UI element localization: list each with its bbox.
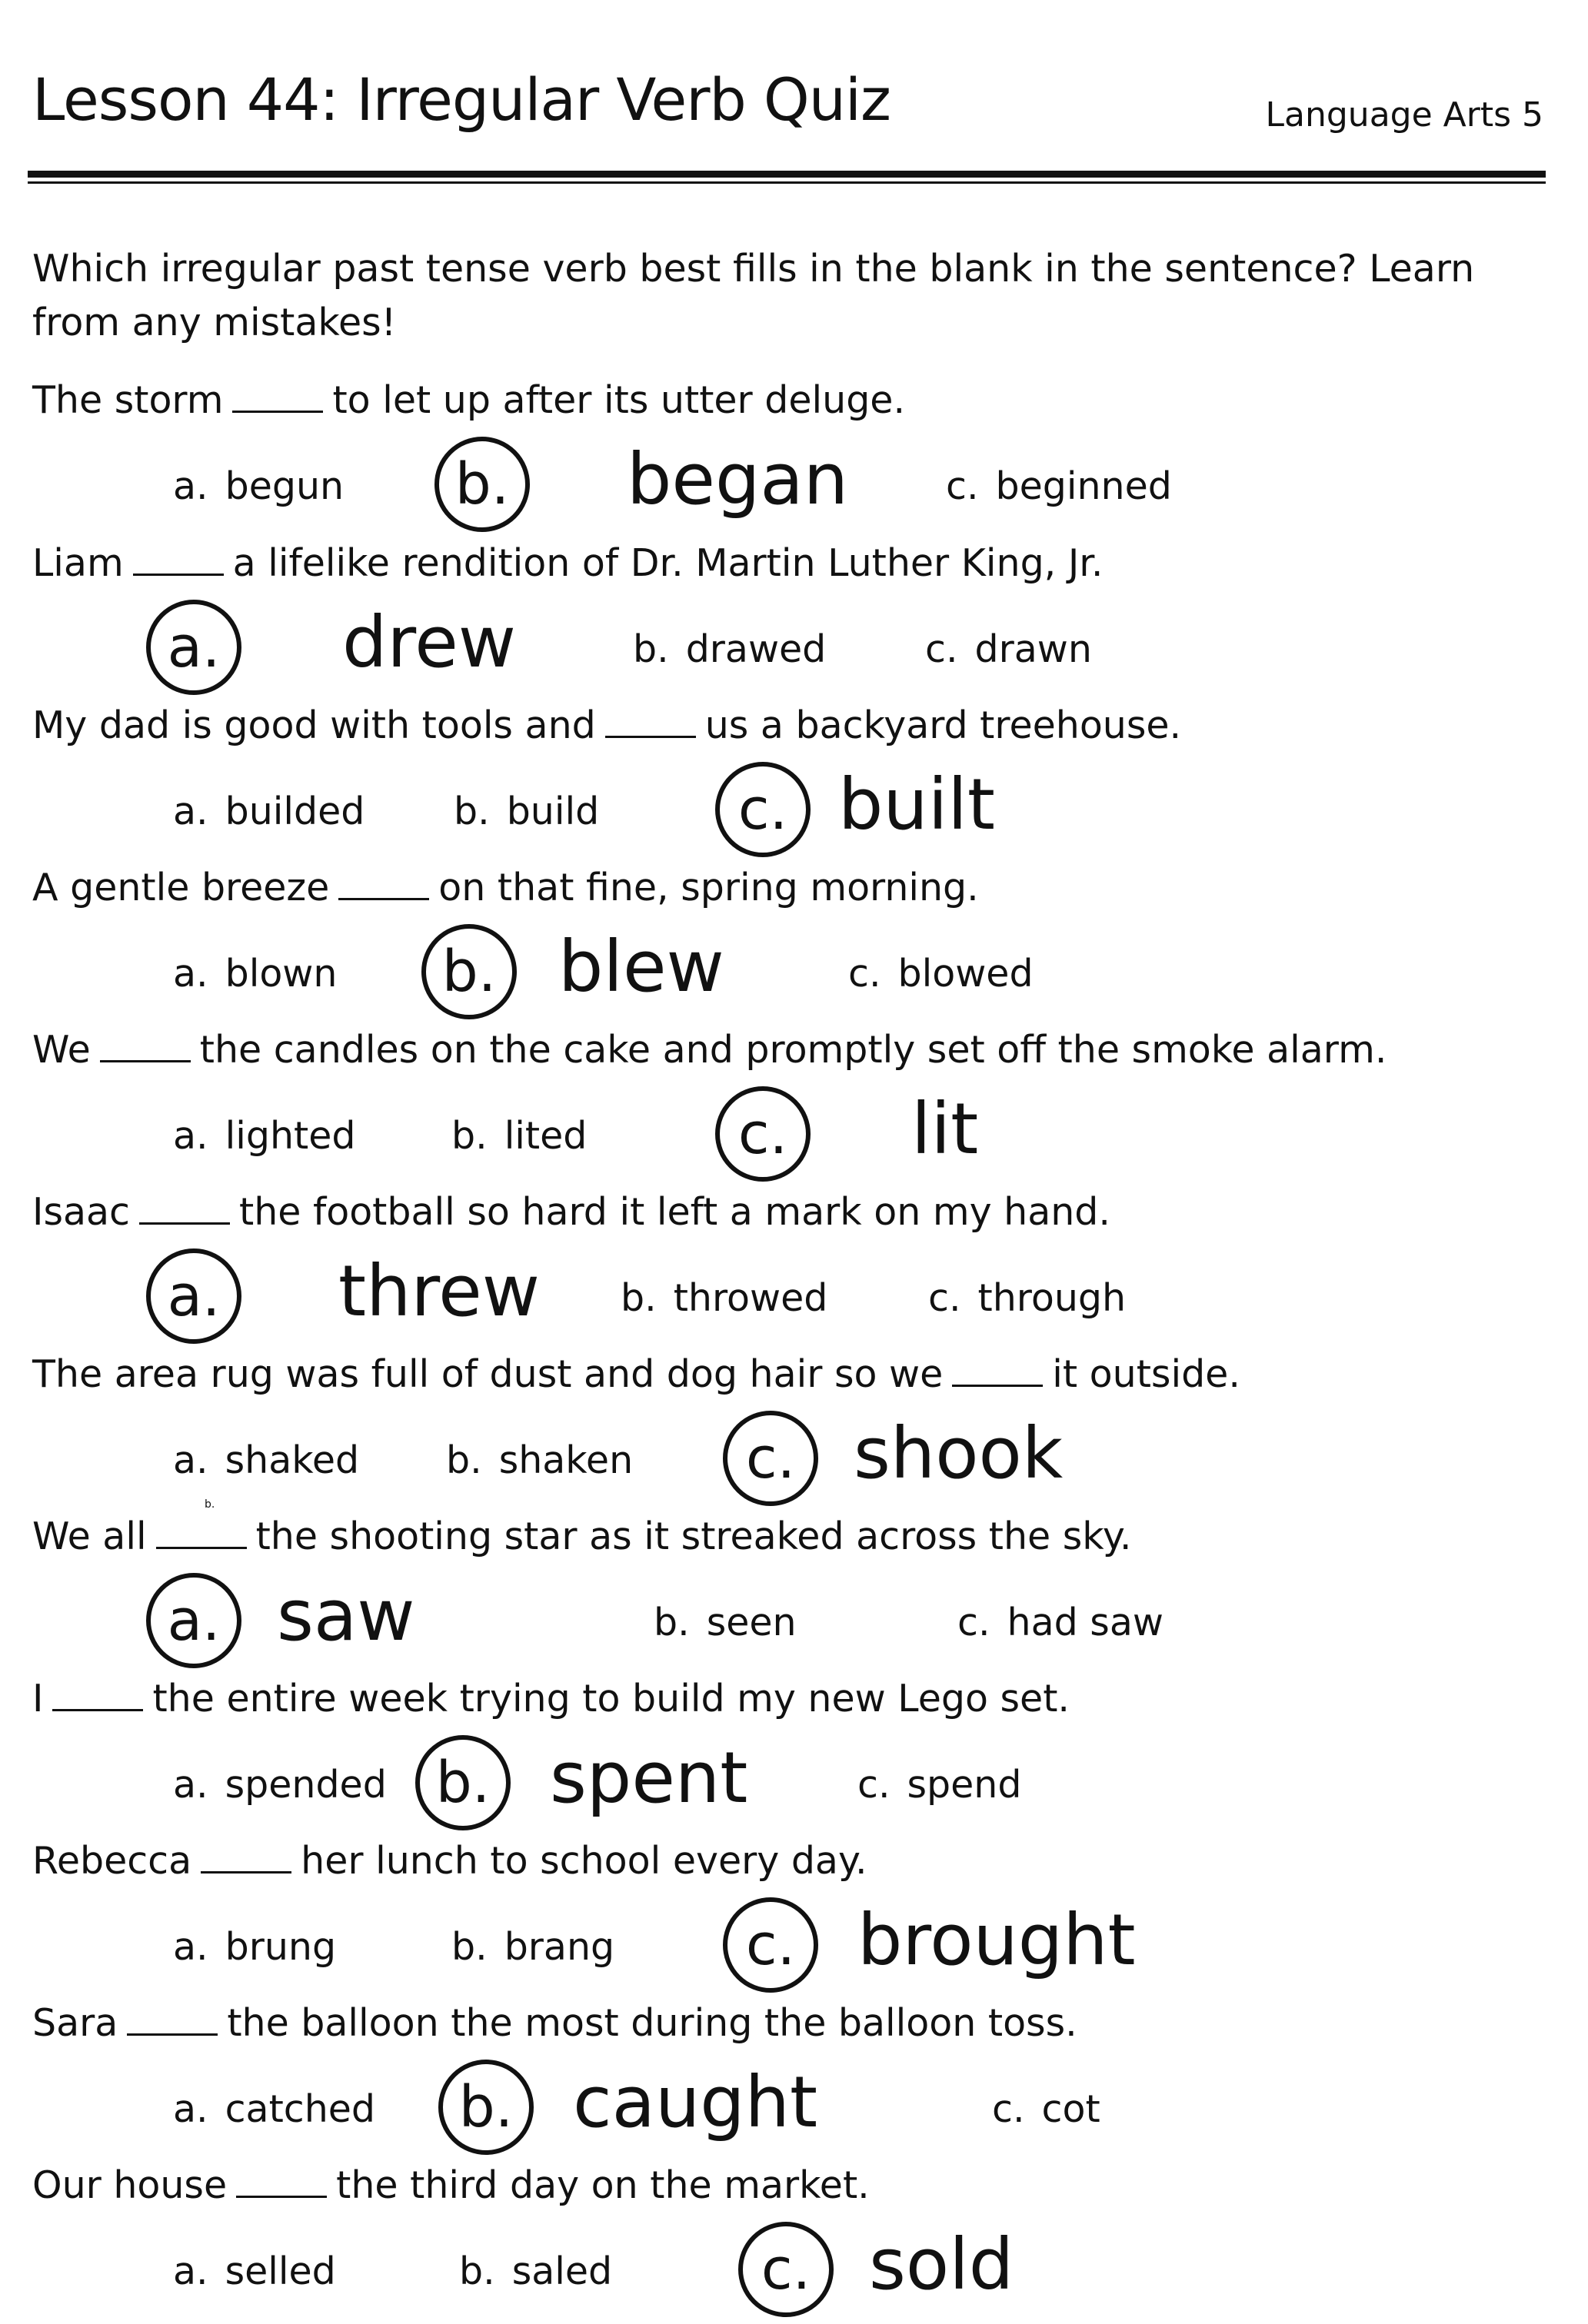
- sentence-after: the candles on the cake and promptly set off the smoke alarm.: [199, 1028, 1387, 1072]
- sentence-before: We all: [32, 1514, 147, 1558]
- option-letter: c.: [992, 2087, 1025, 2131]
- option-letter: a.: [173, 952, 208, 996]
- option-letter: c.: [957, 1601, 990, 1644]
- option-word: cot: [1041, 2087, 1100, 2131]
- option-letter: b.: [459, 2249, 495, 2293]
- question-sentence: [32, 377, 905, 424]
- question-sentence: [32, 1675, 1070, 1723]
- answer-option[interactable]: [928, 1275, 1126, 1322]
- answer-option[interactable]: [173, 2248, 336, 2296]
- sentence-before: The storm: [32, 378, 224, 422]
- answer-circle: b.: [421, 924, 517, 1019]
- answer-blank: [236, 2162, 327, 2198]
- question-9: [32, 1675, 1547, 1837]
- option-word: spended: [225, 1763, 387, 1807]
- answer-option[interactable]: [957, 1599, 1164, 1647]
- answer-circle: a.: [146, 600, 241, 695]
- option-word: brang: [504, 1925, 615, 1969]
- sentence-before: My dad is good with tools and: [32, 703, 596, 747]
- question-sentence: [32, 2162, 870, 2209]
- option-letter: a.: [173, 1438, 208, 1482]
- answer-word: lit: [911, 1088, 979, 1170]
- option-word: build: [506, 790, 600, 833]
- answer-circle: b.: [434, 437, 530, 532]
- option-word: selled: [225, 2249, 336, 2293]
- page-title: Lesson 44: Irregular Verb Quiz: [32, 65, 891, 134]
- option-letter: b.: [654, 1601, 690, 1644]
- sentence-before: Liam: [32, 541, 124, 585]
- question-sentence: [32, 1837, 867, 1885]
- option-word: lighted: [225, 1114, 356, 1158]
- answer-circle: c.: [723, 1897, 818, 1993]
- option-letter: c.: [928, 1276, 961, 1320]
- answer-circle: c.: [715, 1086, 811, 1182]
- sentence-after: a lifelike rendition of Dr. Martin Luther King, Jr.: [232, 541, 1104, 585]
- question-sentence: [32, 2000, 1077, 2047]
- sentence-after: the football so hard it left a mark on my hand.: [238, 1190, 1110, 1234]
- option-letter: a.: [173, 1763, 208, 1807]
- answer-word: built: [838, 763, 995, 846]
- answer-circle: a.: [146, 1573, 241, 1668]
- header-divider-thin: [28, 181, 1546, 184]
- option-word: brung: [225, 1925, 337, 1969]
- question-sentence: [32, 1189, 1110, 1236]
- answer-circle: b.: [438, 2060, 534, 2155]
- answer-circle: c.: [715, 762, 811, 857]
- sentence-after: us a backyard treehouse.: [704, 703, 1182, 747]
- answer-option[interactable]: [173, 2086, 375, 2133]
- question-8: [32, 1513, 1547, 1675]
- sentence-before: Isaac: [32, 1190, 130, 1234]
- question-3: [32, 702, 1547, 864]
- answer-option[interactable]: [848, 950, 1034, 998]
- sentence-before: We: [32, 1028, 91, 1072]
- answer-word: drew: [342, 601, 517, 683]
- option-letter: a.: [173, 1925, 208, 1969]
- answer-option[interactable]: [173, 1923, 336, 1971]
- answer-option[interactable]: [173, 1761, 387, 1809]
- option-word: blowed: [897, 952, 1034, 996]
- question-sentence: [32, 1026, 1387, 1074]
- option-letter: a.: [173, 2087, 208, 2131]
- sentence-before: Sara: [32, 2001, 118, 2045]
- sentence-before: A gentle breeze: [32, 866, 330, 909]
- option-letter: c.: [848, 952, 881, 996]
- answer-option[interactable]: [451, 1112, 587, 1160]
- option-letter: a.: [173, 464, 208, 508]
- answer-word: threw: [338, 1250, 541, 1332]
- answer-option[interactable]: [451, 1923, 614, 1971]
- option-word: through: [977, 1276, 1127, 1320]
- answer-option[interactable]: [446, 1437, 633, 1485]
- answer-option[interactable]: [459, 2248, 612, 2296]
- option-letter: c.: [946, 464, 979, 508]
- answer-blank: [156, 1513, 247, 1549]
- answer-blank: [100, 1026, 191, 1062]
- sentence-after: it outside.: [1052, 1352, 1240, 1396]
- option-letter: a.: [173, 2249, 208, 2293]
- option-letter: c.: [857, 1763, 891, 1807]
- answer-option[interactable]: [992, 2086, 1100, 2133]
- question-6: [32, 1189, 1547, 1351]
- option-letter: c.: [925, 627, 958, 671]
- question-2: [32, 540, 1547, 702]
- option-word: begun: [225, 464, 345, 508]
- answer-blank: [201, 1837, 291, 1873]
- answer-option[interactable]: [654, 1599, 797, 1647]
- option-word: saled: [511, 2249, 613, 2293]
- option-word: shaked: [225, 1438, 360, 1482]
- option-word: seen: [706, 1601, 797, 1644]
- question-sentence: [32, 864, 979, 912]
- question-sentence: [32, 1351, 1240, 1398]
- option-word: spend: [907, 1763, 1022, 1807]
- answer-blank: [338, 864, 429, 900]
- option-word: blown: [225, 952, 338, 996]
- answer-blank: [133, 540, 224, 576]
- answer-circle: a.: [146, 1248, 241, 1344]
- answer-word: began: [627, 438, 849, 520]
- instructions: Which irregular past tense verb best fills in the blank in the sentence? Learn from any mistakes!: [32, 247, 1475, 344]
- option-word: drawn: [974, 627, 1092, 671]
- option-word: drawed: [685, 627, 827, 671]
- option-letter: b.: [446, 1438, 482, 1482]
- answer-option[interactable]: [173, 1437, 359, 1485]
- option-letter: b.: [454, 790, 490, 833]
- option-word: throwed: [673, 1276, 828, 1320]
- sentence-before: Rebecca: [32, 1839, 192, 1883]
- header-divider: [28, 171, 1546, 178]
- question-7: [32, 1351, 1547, 1513]
- option-letter: a.: [173, 1114, 208, 1158]
- sentence-after: her lunch to school every day.: [301, 1839, 867, 1883]
- answer-word: shook: [854, 1412, 1064, 1494]
- answer-blank: [605, 702, 696, 738]
- question-11: [32, 2000, 1547, 2162]
- answer-word: sold: [869, 2223, 1014, 2306]
- answer-blank: [952, 1351, 1043, 1387]
- answer-option[interactable]: [857, 1761, 1021, 1809]
- answer-circle: b.: [415, 1735, 511, 1830]
- answer-word: brought: [857, 1899, 1136, 1981]
- option-word: lited: [504, 1114, 588, 1158]
- answer-word: saw: [277, 1574, 415, 1657]
- option-letter: b.: [451, 1925, 488, 1969]
- option-letter: b.: [633, 627, 669, 671]
- answer-option[interactable]: [454, 788, 599, 836]
- answer-option[interactable]: [621, 1275, 827, 1322]
- question-4: [32, 864, 1547, 1026]
- answer-word: caught: [573, 2061, 818, 2143]
- option-letter: a.: [173, 790, 208, 833]
- question-sentence: [32, 1513, 1132, 1561]
- question-1: [32, 377, 1547, 539]
- answer-option[interactable]: [946, 463, 1172, 510]
- question-sentence: [32, 540, 1104, 587]
- sentence-after: to let up after its utter deluge.: [332, 378, 906, 422]
- option-word: shaken: [498, 1438, 634, 1482]
- answer-blank: [139, 1189, 230, 1225]
- answer-blank: [127, 2000, 218, 2036]
- sentence-after: the entire week trying to build my new Lego set.: [152, 1677, 1070, 1721]
- sentence-after: the balloon the most during the balloon toss.: [227, 2001, 1077, 2045]
- answer-blank: [52, 1675, 143, 1711]
- answer-option[interactable]: [633, 626, 826, 673]
- course-label: Language Arts 5: [1265, 95, 1543, 135]
- answer-blank: [232, 377, 323, 413]
- question-5: [32, 1026, 1547, 1189]
- option-word: catched: [225, 2087, 376, 2131]
- sentence-after: the third day on the market.: [336, 2163, 870, 2207]
- answer-option[interactable]: [173, 788, 365, 836]
- option-word: had saw: [1007, 1601, 1164, 1644]
- option-letter: b.: [621, 1276, 657, 1320]
- option-letter: b.: [451, 1114, 488, 1158]
- answer-word: blew: [558, 926, 724, 1008]
- sentence-before: Our house: [32, 2163, 228, 2207]
- question-12: [32, 2162, 1547, 2324]
- answer-option[interactable]: [925, 626, 1092, 673]
- answer-circle: c.: [723, 1411, 818, 1506]
- option-word: beginned: [995, 464, 1172, 508]
- sentence-before: The area rug was full of dust and dog hair so we: [32, 1352, 944, 1396]
- answer-option[interactable]: [173, 1112, 355, 1160]
- sentence-after: on that fine, spring morning.: [438, 866, 979, 909]
- question-sentence: [32, 702, 1181, 750]
- stray-mark: b.: [205, 1498, 215, 1511]
- question-10: [32, 1837, 1547, 2000]
- answer-option[interactable]: [173, 463, 344, 510]
- option-word: builded: [225, 790, 365, 833]
- sentence-after: the shooting star as it streaked across the sky.: [255, 1514, 1132, 1558]
- answer-option[interactable]: [173, 950, 337, 998]
- answer-word: spent: [550, 1737, 748, 1819]
- answer-circle: c.: [738, 2222, 834, 2317]
- sentence-before: I: [32, 1677, 44, 1721]
